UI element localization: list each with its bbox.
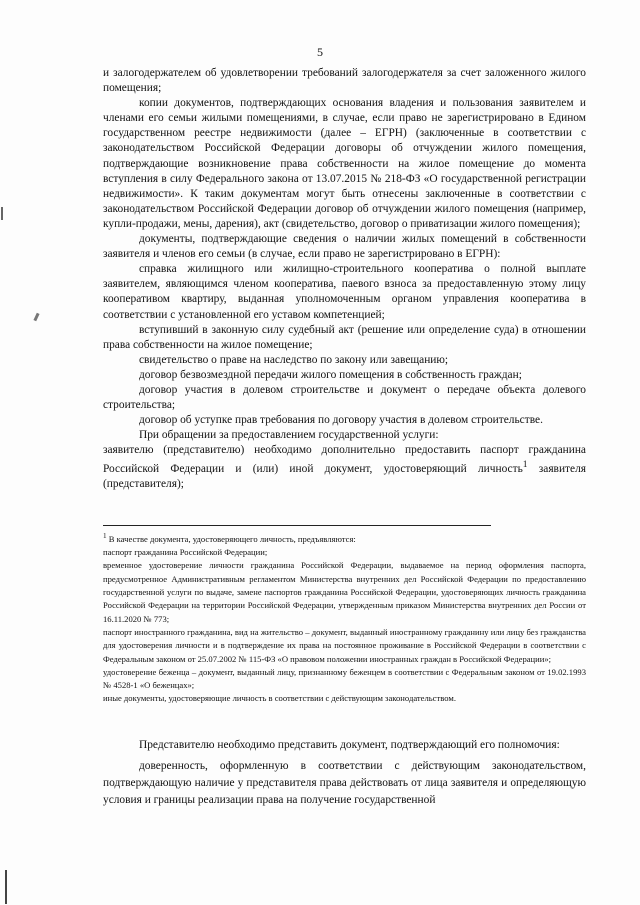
scan-margin-mark	[5, 870, 7, 904]
footnote-line: удостоверение беженца – документ, выданный лицу, признанному беженцем в соответствии с Федеральным законом от 19.02.1993 № 4528-1 «О беженцах»;	[103, 666, 586, 691]
paragraph: При обращении за предоставлением государственной услуги:	[139, 429, 439, 442]
paragraph: и залогодержателем об удовлетворении требований залогодержателя за счет заложенного жилого помещения;	[103, 67, 586, 95]
paragraph: договор безвозмездной передачи жилого помещения в собственность граждан;	[139, 368, 522, 381]
footnote-line	[103, 530, 586, 546]
footnote-separator	[103, 525, 491, 526]
paragraph: доверенность, оформленную в соответствии с действующим законодательством, подтверждающую наличие у представителя права действовать от лица заявителя и определяющую условия и границы реализации права на получение государственной	[103, 760, 586, 806]
footnote	[103, 530, 586, 706]
footnote-intro: В качестве документа, удостоверяющего личность, предъявляются:	[106, 533, 356, 544]
footnote-ref: 1	[522, 460, 528, 471]
footnote-line: временное удостоверение личности гражданина Российской Федерации, выдаваемое на период оформления паспорта, предусмотренное Административным регламентом Министерства внутренних дел Российской Федерации по предоставлению государственной услуги по выдаче, замене паспортов гражданина Российской Федерации, удостоверяющих личность гражданина Российской Федерации на территории Российской Федерации, утвержденным приказом Министерства внутренних дел России от 16.11.2020 № 773;	[103, 560, 586, 624]
passport-text: заявителю (представителю) необходимо дополнительно предоставить паспорт гражданина Российской Федерации и (или) иной документ, удостоверяющий личность	[103, 444, 586, 476]
footnote-line: паспорт иностранного гражданина, вид на жительство – документ, выданный иностранному гражданину или лицу без гражданства для удостоверения личности и в подтверждение их права на постоянное проживание в Российской Федерации в соответствии с Федеральным законом от 25.07.2002 № 115-ФЗ «О правовом положении иностранных граждан в Российской Федерации»;	[103, 626, 586, 664]
footnote-marker: 1	[103, 532, 107, 540]
footnote-line: иные документы, удостоверяющие личность в соответствии с действующим законодательством.	[103, 693, 456, 704]
page-number: 5	[317, 45, 323, 59]
paragraph: свидетельство о праве на наследство по закону или завещанию;	[139, 353, 449, 366]
main-text	[103, 66, 586, 492]
paragraph: справка жилищного или жилищно-строительного кооператива о полной выплате заявителем, являющимся членом кооператива, паевого взноса за предоставленную этому лицу кооперативом квартиру, выданная уполномоченным органом управления кооператива в соответствии с установленной его уставом компетенцией;	[103, 263, 586, 321]
paragraph: Представителю необходимо представить документ, подтверждающий его полномочия:	[139, 739, 560, 751]
scan-margin-mark	[33, 313, 39, 322]
scan-margin-mark	[1, 207, 3, 220]
paragraph: документы, подтверждающие сведения о наличии жилых помещений в собственности заявителя и членов его семьи (в случае, если право не зарегистрировано в ЕГРН):	[103, 233, 586, 261]
paragraph: вступивший в законную силу судебный акт (решение или определение суда) в отношении права собственности на жилое помещение;	[103, 323, 586, 351]
paragraph: договор об уступке прав требования по договору участия в долевом строительстве.	[139, 414, 543, 427]
footnote-line: паспорт гражданина Российской Федерации;	[103, 547, 268, 558]
paragraph: договор участия в долевом строительстве и документ о передаче объекта долевого строительства;	[103, 383, 586, 412]
passport-paragraph	[103, 443, 586, 492]
passport-tail: заявителя (представителя);	[103, 463, 586, 491]
tail-text	[103, 737, 586, 809]
paragraph: копии документов, подтверждающих основания владения и пользования заявителем и членами его семьи жилыми помещениями, в случае, если право не зарегистрировано в Едином государственном реестре недвижимости (далее – ЕГРН) (заключенные в соответствии с законодательством Российской Федерации договоры об отчуждении жилого помещения, подтверждающие возникновение права собственности на жилое помещение до момента вступления в силу Федерального закона от 13.07.2015 № 218-ФЗ «О государственной регистрации недвижимости». К таким документам могут быть отнесены заключенные в соответствии с законодательством Российской Федерации договор об отчуждении жилого помещения (например, купли-продажи, мены, дарения), акт (свидетельство, договор о приватизации жилого помещения);	[103, 97, 586, 230]
